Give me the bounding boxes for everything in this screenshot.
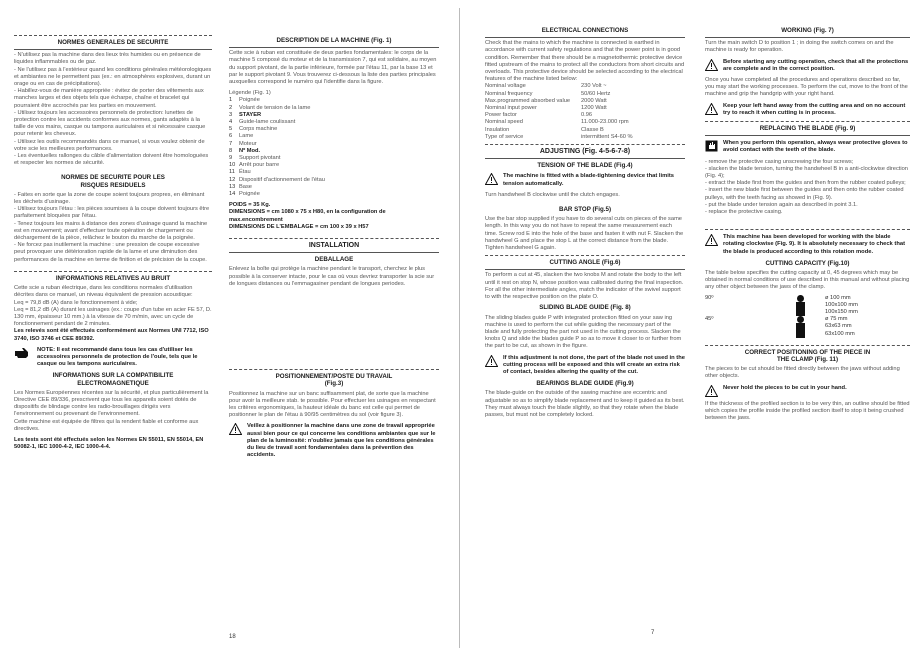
list-item: - slacken the blade tension, turning the handwheel B in a anti-clockwise direction (Fig. 4); bbox=[705, 165, 908, 180]
warning-block bbox=[485, 355, 685, 377]
glove-icon bbox=[705, 140, 718, 152]
spec-value: intermittent S4-60 % bbox=[581, 133, 633, 140]
replace-steps bbox=[705, 159, 910, 217]
list-item: - replace the protective casing. bbox=[705, 209, 783, 216]
legend-number: 7 bbox=[229, 140, 233, 147]
heading: INSTALLATION bbox=[308, 242, 360, 250]
paragraph: Cette scie a ruban électrique, dans les conditions normales d'utilisation décrites dans ce manuel, un niveau équivalent de pression acoustique: bbox=[14, 285, 193, 299]
paragraph: If the thickness of the profiled section is to be very thin, an outline should be fitted which copies the profile inside the profiled section itself to stop it being crushed between the jaws. bbox=[705, 400, 910, 422]
warning-triangle-icon bbox=[705, 59, 718, 71]
pointing-hand-icon bbox=[14, 347, 32, 359]
paragraph: The sliding blades guide P with integrated protection fitted on your saw ing machine is used to perform the cut while guiding the necessary part of the blade and fully protecting the part not used in the cutting process. Slacken the knobs Q and slide the blades guide P so as to move it closer to or further from the part to be cut, as shown in the figure. bbox=[485, 314, 682, 350]
pack-dimensions: DIMENSIONS DE L'EMBALAGE = cm 100 x 39 x H57 bbox=[229, 223, 369, 230]
heading: REPLACING THE BLADE (Fig. 9) bbox=[759, 125, 856, 133]
subheading: TENSION OF THE BLADE (Fig.4) bbox=[537, 162, 633, 170]
subheading: BEARINGS BLADE GUIDE (Fig.9) bbox=[536, 380, 634, 388]
legend-list bbox=[229, 97, 439, 198]
legend-number: 8 bbox=[229, 147, 233, 154]
heading-line: (Fig.3) bbox=[324, 380, 344, 388]
legend-number: 14 bbox=[229, 191, 236, 198]
warning-triangle-icon bbox=[229, 423, 242, 435]
warning-text: Veillez à positionner la machine dans une zone de travail appropriée aussi bien pour ce qui concerne les conditions ambiantes que sur le plan de la luminosité: n'oubliez jamais que les conditions générales du lieu de travail sont fondamentales dans la prévention des accidents. bbox=[247, 423, 436, 459]
divider bbox=[705, 135, 910, 136]
paragraph: Cette machine est équipée de filtres qui la rendent fiable et conforme aux directives. bbox=[14, 418, 199, 432]
divider bbox=[14, 35, 212, 36]
divider bbox=[705, 345, 910, 346]
spec-value: Classe B bbox=[581, 126, 604, 133]
heading bbox=[14, 174, 212, 188]
heading-line: INFORMATIONS SUR LA COMPATIBILITE bbox=[52, 372, 174, 380]
legend-label: Guide-lame coulissant bbox=[239, 119, 296, 126]
heading-line: THE CLAMP (Fig. 11) bbox=[776, 356, 839, 364]
capacity-table bbox=[705, 295, 910, 338]
warning-block bbox=[705, 103, 910, 117]
capacity-angle: 45º bbox=[705, 316, 714, 323]
legend-label: Base bbox=[239, 183, 252, 190]
warning-text: Keep your left hand away from the cutting area and on no account try to reach it when cutting is in process. bbox=[723, 102, 906, 116]
warning-block bbox=[705, 140, 910, 154]
warning-text: Before starting any cutting operation, check that all the protections are complete and in the correct position. bbox=[723, 58, 909, 72]
heading bbox=[705, 349, 910, 363]
capacity-angle bbox=[705, 309, 775, 316]
subheading: CUTTING CAPACITY (Fig.10) bbox=[765, 259, 850, 267]
legend-label: Support pivotant bbox=[239, 155, 281, 162]
list-item: - Faites en sorte que la zone de coupe soient toujours propres, en éliminant les déchets d'usinage. bbox=[14, 191, 205, 206]
column-4 bbox=[705, 24, 910, 422]
paragraph: Once you have completed all the procedures and operations described so far, you may start the working processes. To perform the cut, move to the front of the machine and grip the handgrip with your right hand. bbox=[705, 77, 908, 98]
legend-label: Moteur bbox=[239, 140, 257, 147]
heading: INFORMATIONS RELATIVES AU BRUIT bbox=[55, 274, 171, 282]
warning-text: If this adjustment is not done, the part of the blade not used in the cutting process will be exposed and this will create an extra risk of contact, besides altering the quality of the cut. bbox=[503, 354, 685, 375]
spec-value: 1200 Watt bbox=[581, 105, 607, 112]
paragraph: Leq = 79,8 dB (A) dans le fonctionnement à vide; bbox=[14, 299, 138, 306]
divider bbox=[485, 255, 685, 256]
legend-label: Étau bbox=[239, 169, 251, 176]
spec-value: 0.96 bbox=[581, 112, 593, 119]
warning-block bbox=[705, 59, 910, 73]
legend-number: 9 bbox=[229, 155, 233, 162]
heading-line: CORRECT POSITIONING OF THE PIECE IN bbox=[744, 348, 871, 356]
list-item: - N'utilisez pas la machine dans des lieux très humides ou en présence de liquides inflammables ou de gaz. bbox=[14, 52, 201, 66]
legend-number: 10 bbox=[229, 162, 236, 169]
list-item: - insert the new blade first between the guides and then onto the rubber coated pulleys, with the teeth facing as showed in (Fig. 9). bbox=[705, 187, 904, 201]
legend-number: 4 bbox=[229, 119, 233, 126]
spec-value: 2000 Watt bbox=[581, 97, 607, 104]
paragraph-bold: Les tests sont été effectués selon les Normes EN 55011, EN 55014, EN 50082-1, IEC 1000-4-2, IEC 1000-4-4. bbox=[14, 436, 204, 451]
legend-label: Poignée bbox=[239, 191, 260, 198]
capacity-size: ø 75 mm bbox=[825, 316, 848, 323]
heading-line: ELECTROMAGNETIQUE bbox=[77, 379, 149, 387]
spec-value: 230 Volt ~ bbox=[581, 83, 607, 90]
paragraph: The pieces to be cut should be fitted directly between the jaws without adding other objects. bbox=[705, 366, 900, 380]
divider bbox=[14, 49, 212, 50]
legend-label: STAYER bbox=[239, 111, 262, 118]
paragraph: Turn the main switch D to position 1 ; in doing the switch comes on and the machine is ready for operation. bbox=[705, 40, 894, 54]
warning-block bbox=[485, 173, 685, 187]
list-item: - Les éventuelles rallonges du câble d'alimentation doivent être homologuées et respecter les normes de sécurité. bbox=[14, 153, 209, 167]
note-text: NOTE: Il est recommandé dans tous les cas d'utiliser les accessoires personnels de protection de l'ouïe, tels que le casque ou les tampons auriculaires. bbox=[37, 346, 198, 368]
paragraph: Enlevez la boîte qui protège la machine pendant le transport, cherchez le plus possible à la conserver intacte, pour le cas où vous devriez transporter la scie sur de longues distances ou l'emmagasiner pendant de longues periodes. bbox=[229, 266, 435, 287]
legend-number: 11 bbox=[229, 169, 235, 176]
warning-text: This machine has been developed for working with the blade rotating clockwise (Fig. 9). It is absolutely necessary to check that the blade is produced according to this rotation mode. bbox=[723, 234, 906, 255]
paragraph: Use the bar stop supplied if you have to do several cuts on pieces of the same length. In this way you do not have to repeat the same measurement each time. Screw rod E into the hole of the base and fasten it with nut F. Slacken the handwheel G and place the stop L at the correct distance from the blade. Tighten handwheel G again. bbox=[485, 216, 684, 252]
spec-value: 11.000-23.000 rpm bbox=[581, 119, 629, 126]
capacity-size: 63x63 mm bbox=[825, 323, 852, 330]
divider bbox=[229, 252, 439, 253]
divider bbox=[705, 121, 910, 122]
list-item: - put the blade under tension again as described in point 3.1. bbox=[705, 201, 858, 208]
divider bbox=[485, 37, 685, 38]
rect-section-icon bbox=[775, 309, 825, 316]
divider bbox=[229, 47, 439, 48]
paragraph-bold: Les relevés sont été effectués conformément aux Normes UNI 7712, ISO 3740, ISO 3746 et CEE 89/392. bbox=[14, 328, 209, 342]
heading-line: POSITIONNEMENT/POSTE DU TRAVAIL bbox=[275, 373, 393, 381]
heading: ELECTRICAL CONNECTIONS bbox=[541, 27, 629, 34]
list-item: - Utilisez toujours les accessoires personnels de protection: lunettes de protection contre les accidents conformes aux normes, gants adaptés à la taille de vos mains, casque ou tampons auriculaires et si nécessaire casque pour retenir les cheveux. bbox=[14, 109, 206, 138]
divider bbox=[705, 37, 910, 38]
heading bbox=[14, 372, 212, 386]
list-item: - extract the blade first from the guides and then from the rubber coated pulleys; bbox=[705, 180, 906, 187]
legend-number: 1 bbox=[229, 97, 233, 104]
subheading: DEBALLAGE bbox=[314, 256, 354, 264]
warning-text: The machine is fitted with a blade-tightening device that limits tension automatically. bbox=[503, 173, 675, 187]
heading: DESCRIPTION DE LA MACHINE (Fig. 1) bbox=[276, 37, 392, 44]
capacity-size: 63x100 mm bbox=[825, 330, 855, 337]
paragraph: The table below specifies the cutting capacity at 0, 45 degrees which may be obtained in normal conditions of use described in this manual and without placing any other object between the jaws of the clamp. bbox=[705, 270, 910, 291]
paragraph: Leq = 81,2 dB (A) durant les usinages (ex.: coupe d'un tube en acier FE 57, D. 130 mm, épaisseur 10 mm.) à la vitesse de 70 m/min, avec un cycle de fonctionnement pendant de 2 minutes. bbox=[14, 306, 212, 328]
legend-label: Nº Mod. bbox=[239, 147, 261, 154]
list-item: - Tenez toujours les mains à distance des zones d'usinage quand la machine est en mouvement; avant d'effectuer toute opération de chargement ou déchargement de la pièce, relâchez le bouton du marche de la poignée. bbox=[14, 220, 208, 242]
capacity-size: 100x150 mm bbox=[825, 309, 858, 316]
spec-key: Nominal speed bbox=[485, 119, 523, 126]
heading: NORMES GENERALES DE SECURITE bbox=[57, 39, 169, 46]
spec-key: Nominal frequency bbox=[485, 90, 533, 97]
subheading: SLIDING BLADE GUIDE (Fig. 8) bbox=[539, 304, 631, 312]
legend-title: Légende (Fig. 1) bbox=[229, 90, 271, 97]
spec-key: Nominal voltage bbox=[485, 83, 526, 90]
paragraph: Turn handwheel B clockwise until the clutch engages. bbox=[485, 191, 620, 198]
residual-risk-list bbox=[14, 192, 212, 264]
column-2 bbox=[229, 34, 439, 463]
square-section-icon bbox=[775, 323, 825, 330]
spec-table bbox=[485, 83, 685, 141]
list-item: - Habillez-vous de manière appropriée : évitez de porter des vêtements aux manches larges et des objets tels que écharpe, chaîne et bracelet qui pourraient être accrochés par les parties en mouvement. bbox=[14, 88, 204, 109]
paragraph: Check that the mains to which the machine is connected is earthed in accordance with current safety regulations and that the power point is in good condition. Remember that there should be a magnetothermic protective device fitted upstream of the mains to protect all the conductors from short circuits and overloads. This protective device should be selected according to the electrical features of the machine listed below: bbox=[485, 40, 685, 83]
spec-value: 50/60 Hertz bbox=[581, 90, 611, 97]
capacity-angle: 90º bbox=[705, 294, 714, 301]
legend-number: 6 bbox=[229, 133, 233, 140]
page-number: 18 bbox=[229, 634, 236, 640]
safety-list bbox=[14, 52, 212, 167]
capacity-size: ø 100 mm bbox=[825, 294, 851, 301]
paragraph: The blade-guide on the outside of the sawing machine are eccentric and adjustable so as to simplify blade replacement and to keep it guided as its best. They must always touch the blade slightly, so that they rotate when the blade passes, but must not be completely locked. bbox=[485, 390, 685, 418]
warning-block bbox=[705, 234, 910, 256]
legend-label: Corps machine bbox=[239, 126, 278, 133]
legend-number: 5 bbox=[229, 126, 233, 133]
divider bbox=[485, 144, 685, 145]
paragraph: Cette scie à ruban est constituée de deux parties fondamentales: le corps de la machine 5 composé du moteur et de la transmission 7, qui est solidaire, au moyen du support pivotant, de la partie inférieure, formée par l'étau 11, par la base 13 et par le support pivotant 9. Vous trouverez ci-dessous la liste des parties principales auxquelles correspond le numéro qui l'identifie dans la figure. bbox=[229, 50, 437, 86]
legend-label: Dispositif d'actionnement de l'étau bbox=[239, 176, 325, 183]
round-section-icon bbox=[775, 316, 825, 323]
list-item: - Utilisez toujours l'étau : les pièces soumises à la coupe doivent toujours être parfaitement bloquées par l'étau. bbox=[14, 206, 210, 220]
divider bbox=[229, 369, 439, 370]
page-number: 7 bbox=[651, 630, 655, 636]
legend-number: 2 bbox=[229, 104, 233, 111]
heading bbox=[229, 373, 439, 387]
column-3 bbox=[485, 24, 685, 419]
heading-line: NORMES DE SECURITE POUR LES bbox=[61, 174, 165, 182]
square-section-icon bbox=[775, 331, 825, 338]
paragraph: To perform a cut at 45, slacken the two knobs M and rotate the body to the left until it rest on stop N, whose position was calibrated during the final inspection. For all the other intermediate angles, match the indicator of the swivel support to with the respective position on the plate O. bbox=[485, 272, 684, 301]
spec-key: Insulation bbox=[485, 126, 510, 133]
rect-section-icon bbox=[775, 302, 825, 309]
round-section-icon bbox=[775, 295, 825, 302]
legend-label: Lame bbox=[239, 133, 254, 140]
capacity-angle bbox=[705, 323, 775, 330]
warning-triangle-icon bbox=[705, 385, 718, 397]
column-1 bbox=[14, 32, 212, 451]
spec-key: Type of service bbox=[485, 133, 524, 140]
legend-number: 13 bbox=[229, 183, 236, 190]
paragraph: Les Normes Européennes récentes sur la sécurité, et plus particulièrement la Directive CEE 89/336, prescrivent que tous les appareils soient dotés de dispositifs de blindage contre les radio-brouillages dirigés vers l'environnement ou provenant de l'environnement. bbox=[14, 389, 209, 418]
subheading: BAR STOP (Fig.5) bbox=[558, 206, 612, 214]
legend-label: Poignée bbox=[239, 97, 260, 104]
heading: ADJUSTING (Fig. 4-5-6-7-8) bbox=[539, 148, 631, 156]
divider bbox=[485, 269, 685, 270]
warning-triangle-icon bbox=[705, 234, 718, 246]
capacity-size: 100x100 mm bbox=[825, 301, 858, 308]
list-item: - Utilisez les outils recommandés dans ce manuel, si vous voulez obtenir de votre scie les meilleures performances. bbox=[14, 138, 205, 152]
list-item: - Ne forcez pas inutilement la machine : une pression de coupe excessive peut provoquer une détérioration rapide de la lame et une diminution des performances de la machine en terme de finition et de précision de la coupe. bbox=[14, 242, 207, 263]
subheading: CUTTING ANGLE (Fig.6) bbox=[549, 259, 621, 267]
warning-triangle-icon bbox=[485, 355, 498, 367]
legend-label: Volant de tension de la lame bbox=[239, 104, 311, 111]
page-gutter bbox=[459, 8, 460, 648]
capacity-angle bbox=[705, 302, 775, 309]
divider bbox=[485, 158, 685, 159]
warning-block bbox=[705, 385, 910, 397]
warning-text: When you perform this operation, always wear protective gloves to avoid contact with the teeth of the blade. bbox=[723, 140, 908, 154]
divider bbox=[229, 238, 439, 239]
legend-number: 12 bbox=[229, 176, 236, 183]
legend-number: 3 bbox=[229, 111, 233, 118]
warning-triangle-icon bbox=[485, 173, 498, 185]
spec-key: Max.programmed absorbed value bbox=[485, 97, 571, 104]
legend-label: Arrêt pour barre bbox=[239, 162, 280, 169]
warning-text: Never hold the pieces to be cut in your hand. bbox=[723, 384, 847, 391]
weight: POIDS = 35 Kg. bbox=[229, 202, 271, 209]
list-item: - Ne l'utilisez pas à l'extérieur quand les conditions générales météorologiques et ambiantes ne le permettent pas (ex.: en atmosphères explosives, durant un orage ou en cas de précipitations). bbox=[14, 66, 212, 88]
paragraph: Positionnez la machine sur un banc suffisamment plat, de sorte que la machine pour avoir la meilleure stab. te possible. Pour effectuer les usinages en respectant les critères ergonomiques, la hauteur idéale du banc est celle qui permet de positionner le plan de l'étau à 90/95 centimètres du sol (voir figure 3). bbox=[229, 390, 436, 419]
warning-block bbox=[229, 423, 439, 459]
divider bbox=[14, 271, 212, 272]
heading-line: RISQUES RESIDUELS bbox=[80, 181, 146, 189]
divider bbox=[705, 229, 910, 230]
list-item: - remove the protective casing unscrewing the four screws; bbox=[705, 158, 854, 165]
heading: WORKING (Fig. 7) bbox=[781, 27, 834, 34]
capacity-angle bbox=[705, 331, 775, 338]
spec-key: Nominal input power bbox=[485, 105, 537, 112]
dimensions: DIMENSIONS = cm 1080 x 75 x H80, en la configuration de max.encombrement bbox=[229, 209, 386, 223]
note-block bbox=[14, 347, 212, 369]
spec-key: Power factor bbox=[485, 112, 517, 119]
warning-triangle-icon bbox=[705, 103, 718, 115]
